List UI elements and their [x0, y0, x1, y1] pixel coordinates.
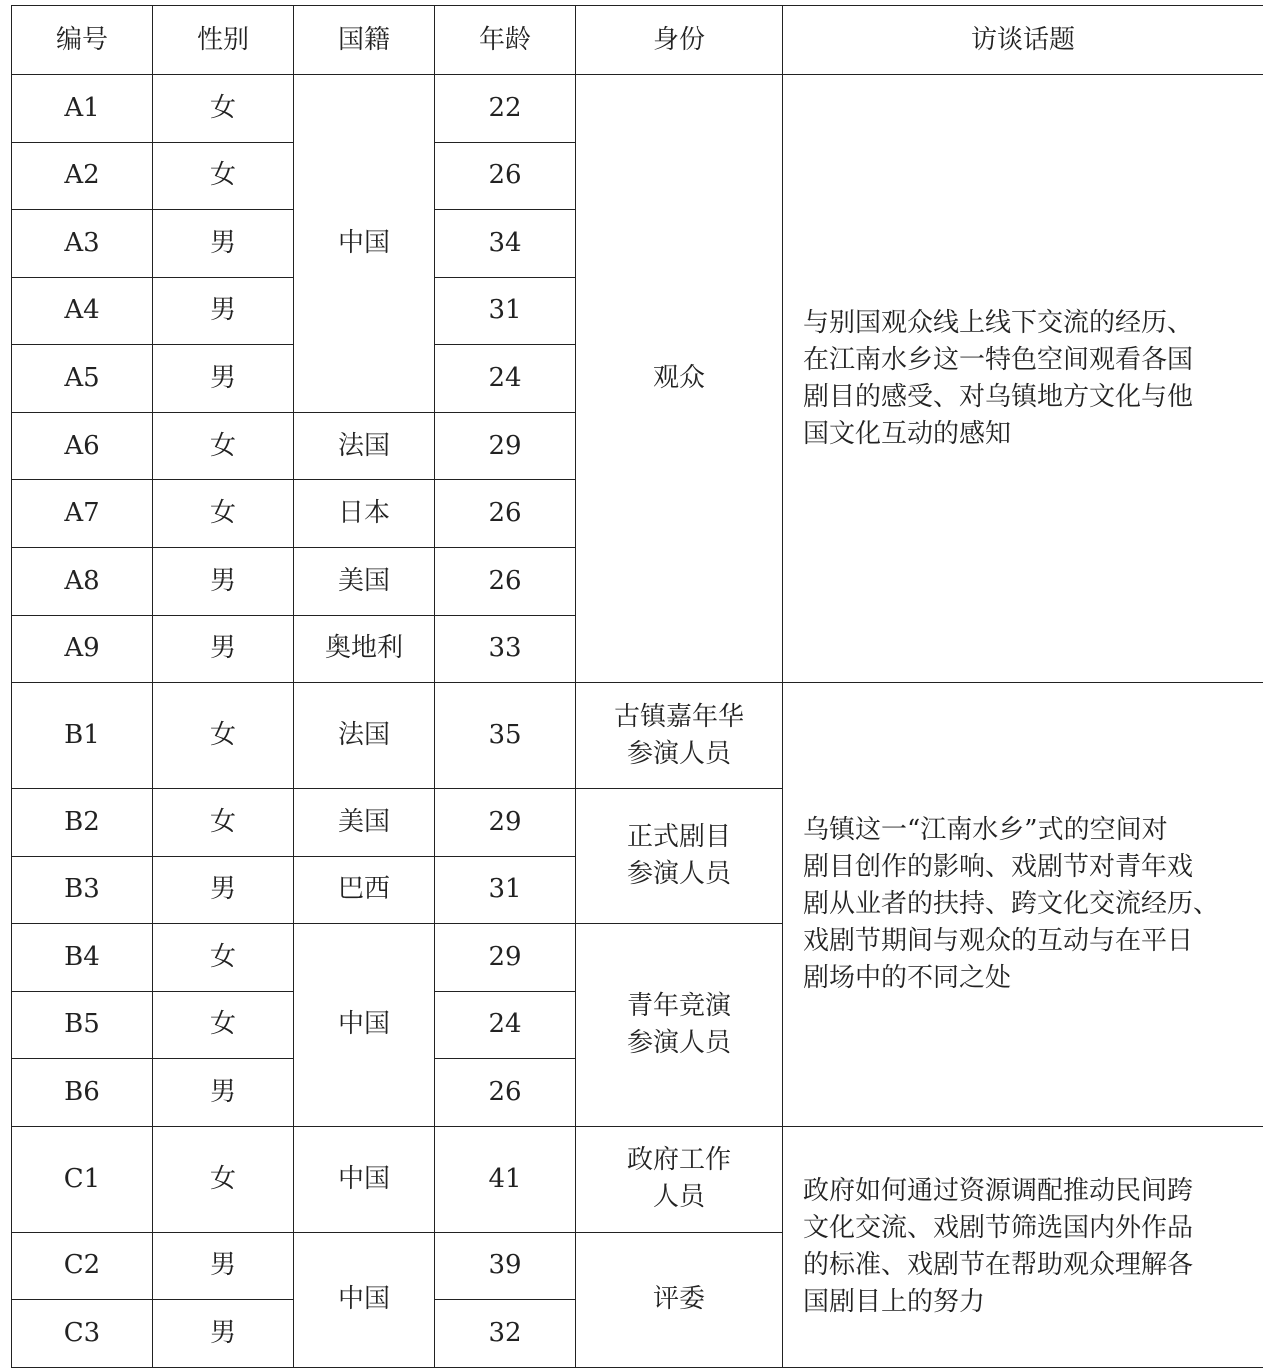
cell-gender: 男: [153, 856, 294, 924]
cell-gender: 女: [153, 991, 294, 1059]
cell-age: 29: [435, 412, 576, 480]
cell-id: B6: [12, 1059, 153, 1127]
cell-nationality: 中国: [294, 1232, 435, 1367]
header-age: 年龄: [435, 6, 576, 75]
role-line: 政府工作: [626, 1145, 731, 1176]
cell-age: 34: [435, 210, 576, 278]
interview-table: [11, 5, 1263, 1368]
cell-gender: 女: [153, 683, 294, 789]
cell-age: 26: [435, 547, 576, 615]
cell-gender: 女: [153, 412, 294, 480]
topic-line: 国剧目上的努力: [803, 1286, 986, 1317]
cell-nationality: 中国: [294, 924, 435, 1127]
cell-nationality: 法国: [294, 412, 435, 480]
cell-nationality: 日本: [294, 480, 435, 548]
cell-id: B3: [12, 856, 153, 924]
cell-role: [576, 924, 783, 1127]
cell-id: A2: [12, 142, 153, 210]
cell-gender: 女: [153, 788, 294, 856]
cell-age: 29: [435, 788, 576, 856]
cell-gender: 男: [153, 345, 294, 413]
role-line: 参演人员: [626, 859, 731, 890]
cell-gender: 男: [153, 210, 294, 278]
role-line: 正式剧目: [626, 822, 731, 853]
header-gender: 性别: [153, 6, 294, 75]
cell-nationality: 中国: [294, 1126, 435, 1232]
cell-gender: 男: [153, 1300, 294, 1368]
cell-id: B4: [12, 924, 153, 992]
table-row: [12, 1126, 1263, 1232]
role-line: 古镇嘉年华: [613, 701, 744, 732]
cell-id: B2: [12, 788, 153, 856]
cell-gender: 男: [153, 615, 294, 683]
topic-line: 乌镇这一“江南水乡”式的空间对: [803, 814, 1168, 845]
topic-line: 剧目的感受、对乌镇地方文化与他: [803, 381, 1194, 412]
cell-gender: 女: [153, 75, 294, 143]
cell-id: A7: [12, 480, 153, 548]
cell-role: [576, 788, 783, 923]
cell-age: 31: [435, 277, 576, 345]
cell-role: 评委: [576, 1232, 783, 1367]
cell-age: 24: [435, 991, 576, 1059]
cell-nationality: 法国: [294, 683, 435, 789]
topic-line: 与别国观众线上线下交流的经历、: [803, 307, 1194, 338]
header-nationality: 国籍: [294, 6, 435, 75]
cell-age: 32: [435, 1300, 576, 1368]
cell-topic: [783, 1126, 1263, 1367]
cell-nationality: 奥地利: [294, 615, 435, 683]
cell-gender: 女: [153, 924, 294, 992]
cell-id: A9: [12, 615, 153, 683]
cell-gender: 女: [153, 142, 294, 210]
cell-id: C3: [12, 1300, 153, 1368]
cell-age: 41: [435, 1126, 576, 1232]
header-topic: 访谈话题: [783, 6, 1263, 75]
role-line: 人员: [652, 1182, 705, 1213]
cell-age: 35: [435, 683, 576, 789]
topic-line: 在江南水乡这一特色空间观看各国: [803, 344, 1194, 375]
cell-gender: 男: [153, 1232, 294, 1300]
topic-line: 剧目创作的影响、戏剧节对青年戏: [803, 851, 1194, 882]
topic-line: 的标准、戏剧节在帮助观众理解各: [803, 1249, 1194, 1280]
cell-gender: 女: [153, 480, 294, 548]
cell-gender: 男: [153, 547, 294, 615]
cell-age: 26: [435, 480, 576, 548]
cell-id: A6: [12, 412, 153, 480]
role-line: 参演人员: [626, 1027, 731, 1058]
cell-age: 26: [435, 142, 576, 210]
role-line: 青年竞演: [626, 990, 731, 1021]
table-row: [12, 683, 1263, 789]
cell-topic: [783, 75, 1263, 683]
cell-id: A3: [12, 210, 153, 278]
topic-line: 戏剧节期间与观众的互动与在平日: [803, 925, 1194, 956]
cell-age: 29: [435, 924, 576, 992]
header-row: [12, 6, 1263, 75]
topic-line: 政府如何通过资源调配推动民间跨: [803, 1175, 1194, 1206]
cell-topic: [783, 683, 1263, 1127]
topic-line: 文化交流、戏剧节筛选国内外作品: [803, 1212, 1194, 1243]
cell-id: B5: [12, 991, 153, 1059]
cell-gender: 男: [153, 277, 294, 345]
cell-age: 26: [435, 1059, 576, 1127]
header-role: 身份: [576, 6, 783, 75]
cell-id: C2: [12, 1232, 153, 1300]
cell-id: C1: [12, 1126, 153, 1232]
cell-id: A4: [12, 277, 153, 345]
cell-age: 39: [435, 1232, 576, 1300]
cell-gender: 女: [153, 1126, 294, 1232]
header-id: 编号: [12, 6, 153, 75]
table-row: [12, 75, 1263, 143]
cell-role: [576, 683, 783, 789]
cell-id: B1: [12, 683, 153, 789]
cell-age: 31: [435, 856, 576, 924]
cell-gender: 男: [153, 1059, 294, 1127]
cell-id: A5: [12, 345, 153, 413]
role-line: 参演人员: [626, 738, 731, 769]
cell-role: [576, 1126, 783, 1232]
cell-age: 33: [435, 615, 576, 683]
cell-age: 22: [435, 75, 576, 143]
topic-line: 国文化互动的感知: [803, 418, 1012, 449]
cell-nationality: 美国: [294, 788, 435, 856]
cell-nationality: 巴西: [294, 856, 435, 924]
cell-id: A1: [12, 75, 153, 143]
cell-nationality: 中国: [294, 75, 435, 413]
cell-id: A8: [12, 547, 153, 615]
topic-line: 剧从业者的扶持、跨文化交流经历、: [803, 888, 1220, 919]
topic-line: 剧场中的不同之处: [803, 962, 1012, 993]
cell-age: 24: [435, 345, 576, 413]
cell-nationality: 美国: [294, 547, 435, 615]
cell-role: 观众: [576, 75, 783, 683]
